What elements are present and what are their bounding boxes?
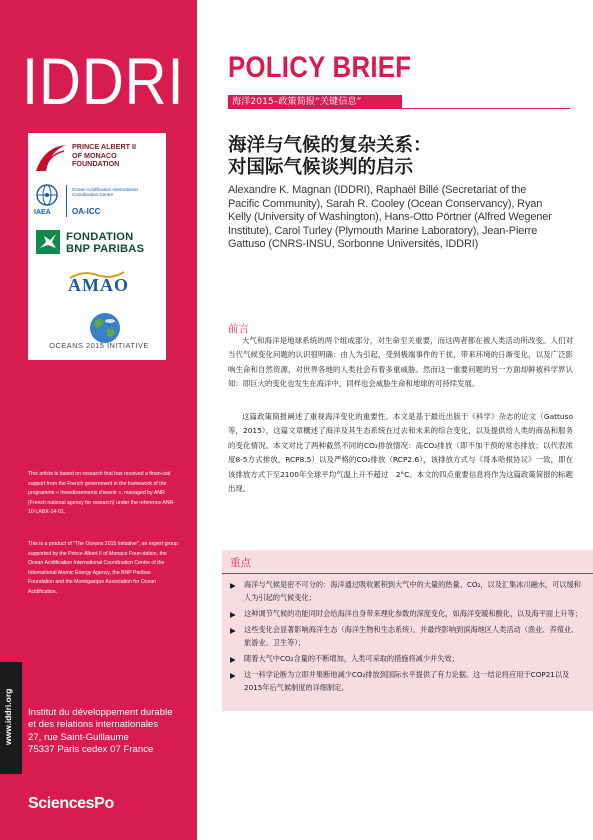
- list-item: [230, 652, 585, 665]
- address-line1: Institut du développement durable: [28, 707, 173, 718]
- key-point-text: 随着大气中CO₂含量的不断增加，人类可采取的措施将减少并失效；: [244, 653, 459, 663]
- header-rule: [228, 108, 570, 109]
- series-banner: [228, 95, 402, 108]
- iaea-oaicc-logo: [28, 181, 166, 221]
- logo-divider: [66, 185, 67, 217]
- key-points-list: [230, 578, 585, 697]
- title-line1: 海洋与气候的复杂关系：: [228, 135, 432, 156]
- intro-paragraph-2: 这篇政策简报阐述了重视海洋变化的重要性。本文是基于最近出版于《科学》杂志的论文（Gattuso等，2015），这篇文章概述了海洋及其生态系统在过去和未来的综合变化，以及提供给人类的商品和服务的变化情况。本文对比了两种截然不同的CO₂排放情况：高CO₂排放（即不加干预的常态排放；以代表浓度8-5方式排放，RCP8.5）以及严格的CO₂排放（RCP2.6），该排放方式与《哥本哈根协议》一致，即在该排放方式下至2100年全球平均气温上升不超过 2°C。本文的四点重要信息将作为这篇政策简报的标题出现。: [228, 412, 573, 494]
- albert-line3: FOUNDATION: [72, 159, 120, 169]
- institute-address: [28, 707, 193, 757]
- oaicc-full-name: Ocean Acidification International Coordination Centre: [72, 187, 138, 198]
- policy-brief-heading: POLICY BRIEF: [228, 51, 412, 84]
- key-point-text: 这种调节气候的功能同时会给海洋自身带来理化参数的深度变化，如海洋变暖和酸化，以及海平面上升等；: [244, 609, 582, 618]
- partner-logos-panel: [28, 133, 166, 360]
- key-point-text: 这一科学论断为立即并果断地减少CO₂排放到国际水平提供了有力论据。这一结论将应用于COP21以及2015年后气候制度的详细制定。: [244, 669, 570, 692]
- series-label: 海洋2015–政策简报“关键信息”: [232, 96, 362, 107]
- bullet-icon: ▶: [230, 581, 236, 590]
- iaea-label: IAEA: [34, 209, 51, 216]
- bnp-star-icon: [36, 230, 60, 254]
- oceans-2015-logo: [28, 311, 166, 359]
- albert-foundation-icon: [34, 141, 68, 175]
- intro-paragraph-1: 大气和海洋是地球系统的两个组成部分，对生命至关重要，而这两者都在被人类活动所改变。人们对当代气候变化问题的认识很明确：由人为引起，受到极端事件的干扰，带来环境的日渐变化，以及广泛影响生命和自然资源，对世界各地的人类社会有着多重威胁。然而这一重要问题的另一方面却鲜被科学界认知：即巨大的变化也发生在海洋中，同样也会威胁生命和地球的可持续发展。: [228, 336, 573, 389]
- iddri-logo: IDDRI: [22, 44, 185, 118]
- key-point-text: 海洋与气候是密不可分的：海洋通过吸收累积到大气中的大量的热量、CO₂，以及汇集冰川融水，可以缓和人为引起的气候变化；: [244, 580, 581, 603]
- address-line3: 27, rue Saint-Guillaume: [28, 731, 129, 743]
- albert-line2: OF MONACO: [72, 150, 117, 160]
- sidebar: [0, 0, 197, 840]
- bnp-paribas-foundation-logo: [28, 226, 166, 260]
- list-item: [230, 623, 585, 649]
- key-points-box: [222, 550, 593, 711]
- document-title: [228, 135, 588, 179]
- address-line4: 75337 Paris cedex 07 France: [28, 744, 154, 756]
- list-item: [230, 668, 585, 694]
- bullet-icon: ▶: [230, 625, 236, 635]
- key-points-header: [222, 550, 593, 574]
- oaicc-acronym: OA-ICC: [72, 207, 101, 216]
- bnp-line1: FONDATION: [66, 231, 134, 243]
- intro-heading: 前言: [228, 323, 249, 335]
- albert-foundation-logo: [28, 139, 166, 177]
- key-points-heading: 重点: [230, 557, 251, 569]
- website-link[interactable]: www.iddri.org: [3, 688, 13, 745]
- list-item: [230, 578, 585, 604]
- bullet-icon: ▶: [230, 654, 236, 664]
- key-point-text: 这些变化会显著影响海洋生态（海洋生物和生态系统），并最终影响到滨海地区人类活动（渔业、养殖业、旅游业、卫生等）；: [244, 624, 579, 647]
- list-item: [230, 607, 585, 620]
- sciencespo-logo: SciencesPo: [28, 795, 114, 812]
- bnp-line2: BNP PARIBAS: [66, 243, 145, 255]
- bullet-icon: ▶: [230, 610, 236, 619]
- funding-note: This article is based on research that has received a finan-cial support from the French government in the framework of the programme « Investissements d'avenir », managed by ANR (French national agency for research) under the reference ANR-10-LABX-14-01.: [28, 471, 176, 516]
- iaea-globe-icon: [36, 184, 58, 206]
- bullet-icon: ▶: [230, 670, 236, 680]
- initiative-note: This is a product of "The Oceans 2015 Initiative", an expert group supported by the Prince Albert II of Monaco Foun-dation, the Ocean Acidification International Coordination Centre of the International Atomic Energy Agency, the BNP Paribas Foundation and the Monégasque Association for Ocean Acidification.: [28, 541, 178, 595]
- address-line2: et des relations internationales: [28, 719, 159, 731]
- oceans-name: OCEANS 2015 INITIATIVE: [49, 341, 149, 350]
- amao-logo: [28, 267, 166, 307]
- author-list: Alexandre K. Magnan (IDDRI), Raphaël Billé (Secretariat of the Pacific Community), Sarah R. Cooley (Ocean Conservancy), Ryan Kelly (University of Washington), Hans-Otto Pörtner (Alfred Wegener Institute), Carol Turley (Plymouth Marine Laboratory), Jean-Pierre Gattuso (CNRS-INSU, Sorbonne Universités, IDDRI): [228, 184, 552, 251]
- albert-line1: PRINCE ALBERT II: [72, 142, 137, 151]
- amao-name: AMAO: [68, 275, 129, 295]
- title-line2: 对国际气候谈判的启示: [228, 157, 414, 178]
